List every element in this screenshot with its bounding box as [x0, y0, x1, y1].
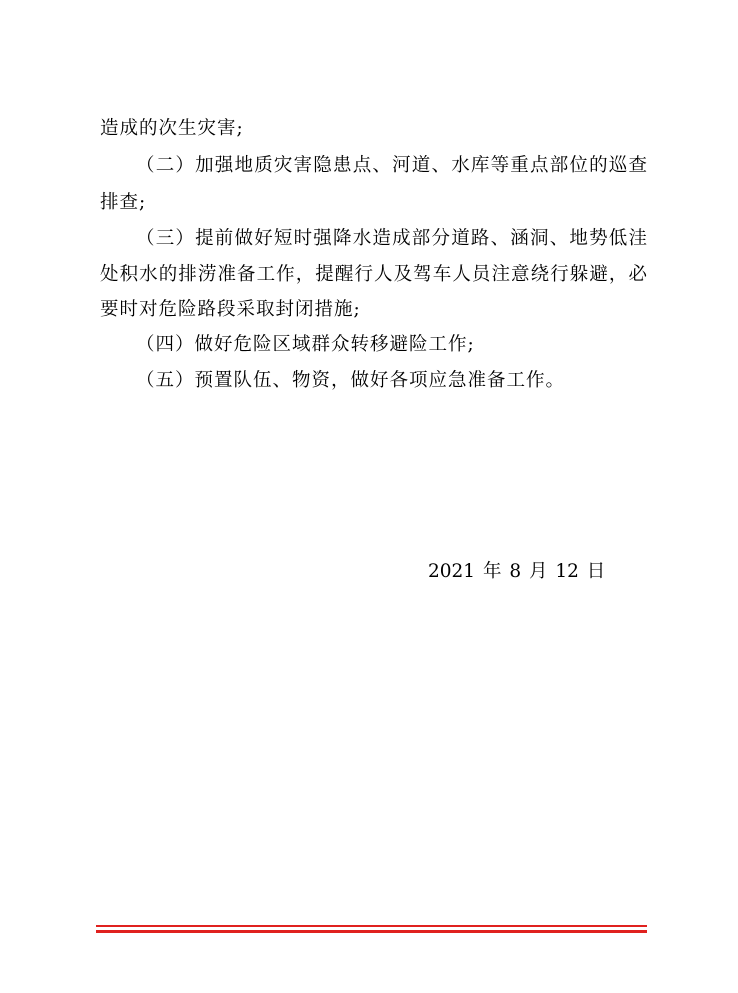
paragraph-line-item-2-cont: 排查;	[100, 192, 147, 213]
paragraph-line-item-3-end: 要时对危险路段采取封闭措施;	[100, 299, 361, 320]
document-date: 2021 年 8 月 12 日	[428, 561, 606, 582]
paragraph-line-item-3: （三）提前做好短时强降水造成部分道路、涵洞、地势低洼	[136, 228, 648, 249]
paragraph-line-item-4: （四）做好危险区域群众转移避险工作;	[136, 334, 475, 355]
paragraph-line-item-3-cont: 处积水的排涝准备工作，提醒行人及驾车人员注意绕行躲避，必	[100, 264, 648, 285]
paragraph-line-continuation: 造成的次生灾害;	[100, 118, 244, 139]
paragraph-line-item-5: （五）预置队伍、物资，做好各项应急准备工作。	[136, 370, 566, 391]
paragraph-line-item-2: （二）加强地质灾害隐患点、河道、水库等重点部位的巡查	[136, 155, 648, 176]
footer-rule-thick	[96, 930, 647, 933]
footer-rule-thin	[96, 925, 647, 927]
